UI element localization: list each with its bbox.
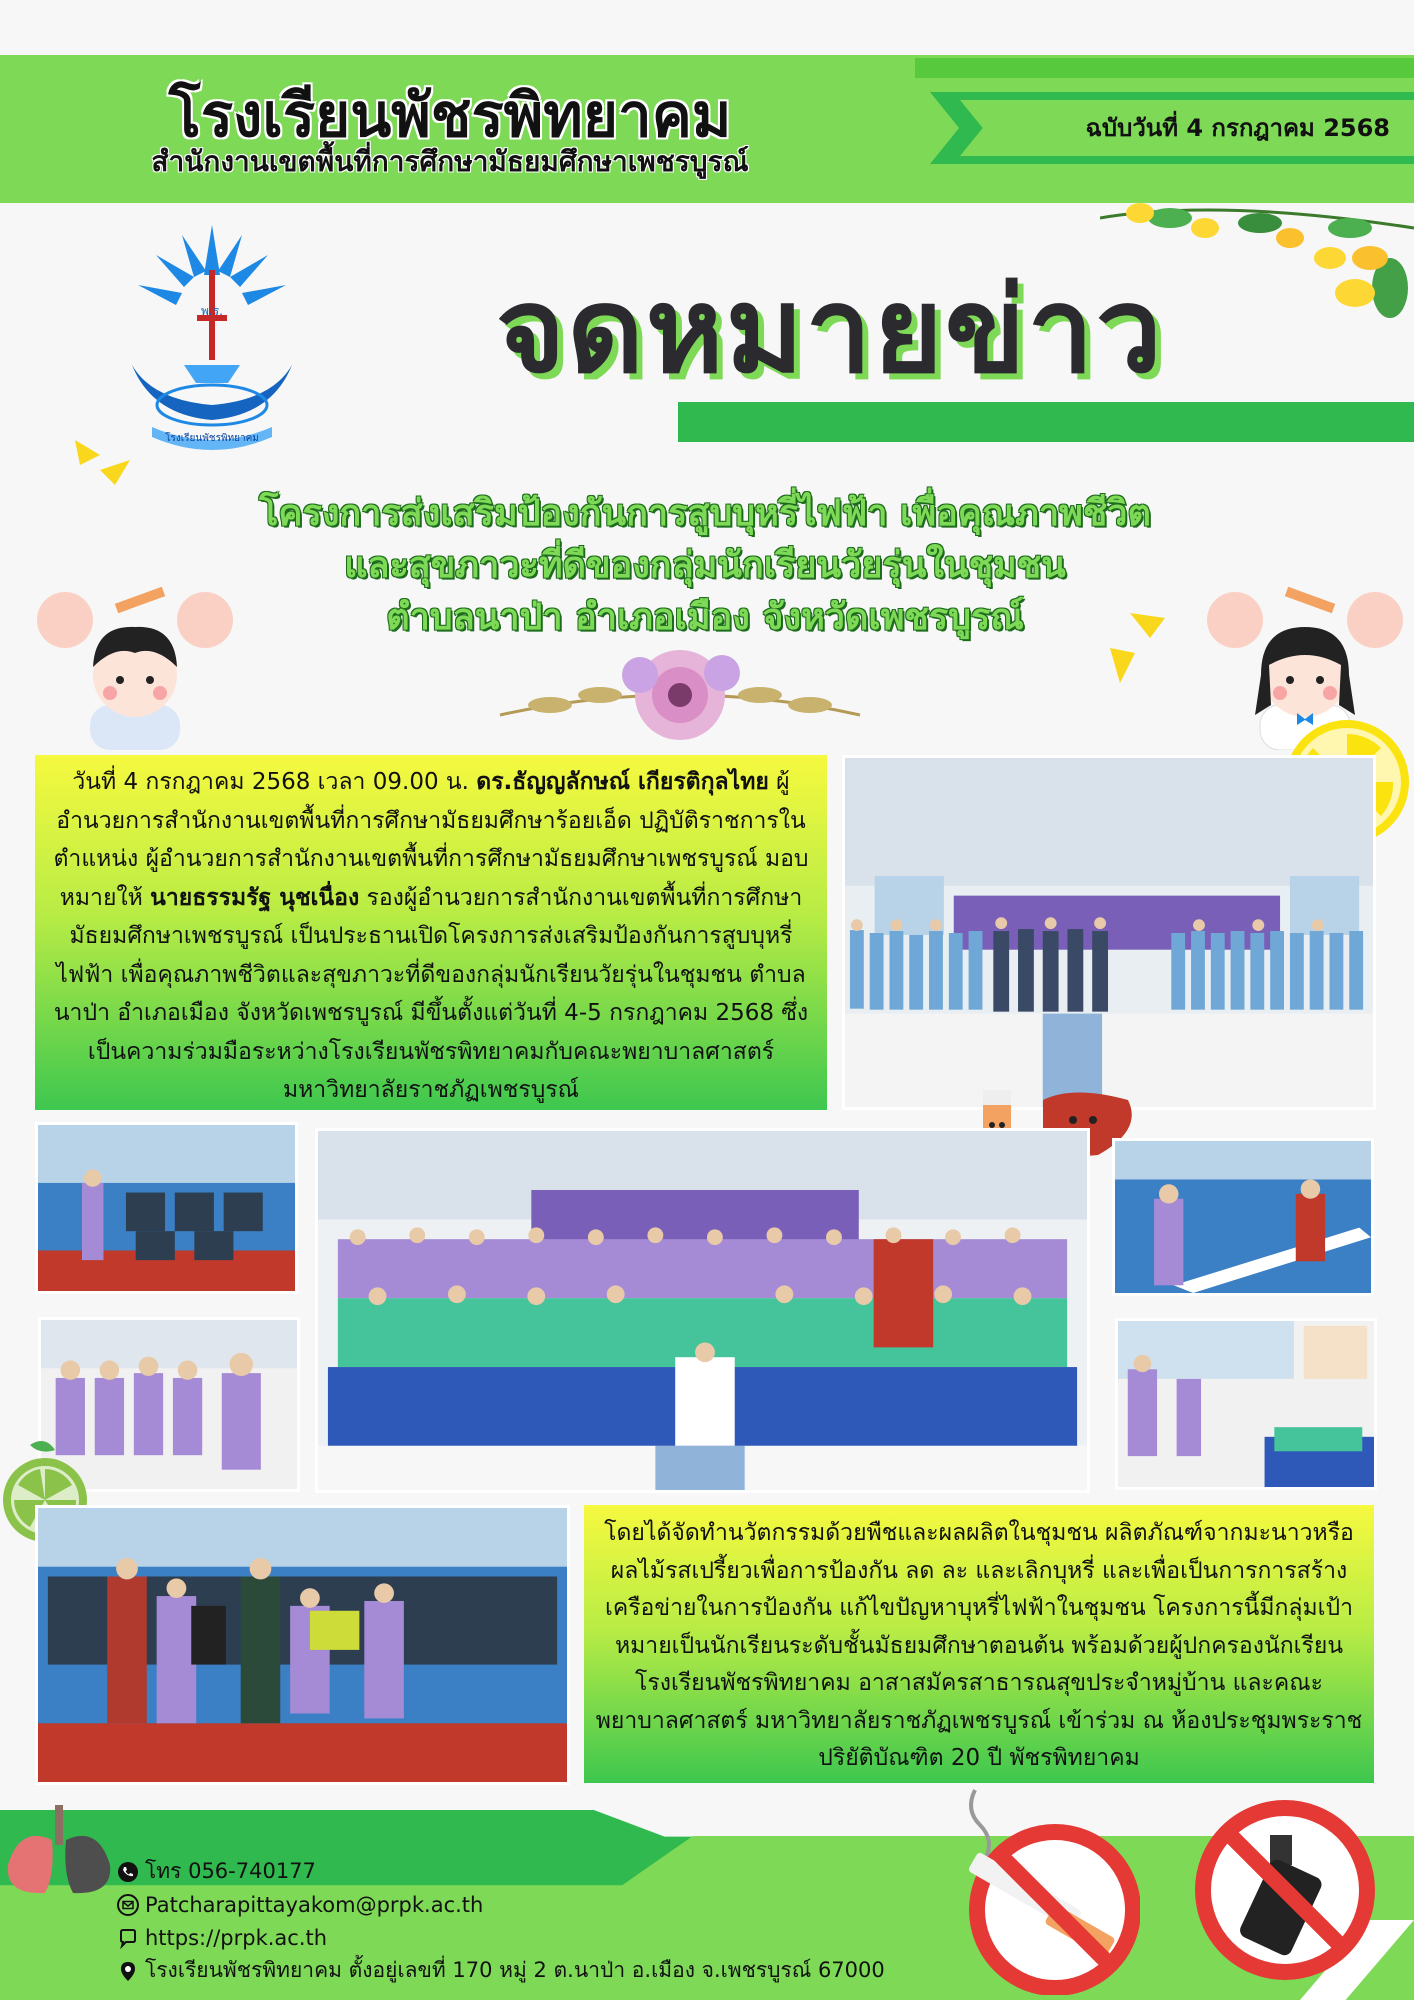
location-pin-icon <box>117 1960 139 1982</box>
office-name: สำนักงานเขตพื้นที่การศึกษามัธยมศึกษาเพชรบูรณ์ <box>151 145 749 178</box>
no-smoking-icon <box>935 1770 1140 1995</box>
headline-line-2: และสุขภาวะที่ดีของกลุ่มนักเรียนวัยรุ่นในชุมชน <box>344 545 1066 586</box>
photo-award-presentation <box>35 1505 570 1785</box>
photo-registration-tables <box>1112 1138 1374 1296</box>
logo-emblem-text: พ.ร. <box>201 304 223 318</box>
photo-speaker-audience <box>35 1122 298 1294</box>
headline-line-3: ตำบลนาป่า อำเภอเมือง จังหวัดเพชรบูรณ์ <box>386 597 1024 638</box>
article-director-name: ดร.ธัญญลักษณ์ เกียรติกุลไทย <box>476 769 769 795</box>
chat-icon <box>117 1927 139 1949</box>
lemon-branch-decoration <box>1100 198 1414 328</box>
phone-icon <box>117 1861 139 1883</box>
contact-email-text[interactable]: Patcharapittayakom@prpk.ac.th <box>145 1892 484 1917</box>
newsletter-title: จดหมายข่าว <box>496 261 1164 399</box>
contact-phone <box>117 1855 977 1888</box>
header-accent-bar <box>915 58 1414 78</box>
school-logo <box>112 215 312 455</box>
photo-large-group-students <box>315 1128 1090 1493</box>
group-photo-opening-ceremony <box>842 755 1376 1110</box>
contact-email <box>117 1888 977 1921</box>
lungs-icon <box>0 1805 118 1900</box>
sparkle-decoration <box>70 435 140 490</box>
article-intro-rest: รองผู้อำนวยการสำนักงานเขตพื้นที่การศึกษามัธยมศึกษาเพชรบูรณ์ เป็นประธานเปิดโครงการส่งเสริมป้องกันการสูบบุหรี่ไฟฟ้า เพื่อคุณภาพชีวิตและสุขภาวะที่ดีของกลุ่มนักเรียนวัยรุ่นในชุมชน ตำบลนาป่า อำเภอเมือง จังหวัดเพชรบูรณ์ มีขึ้นตั้งแต่วันที่ 4-5 กรกฎาคม 2568 ซึ่งเป็นความร่วมมือระหว่างโรงเรียนพัชรพิทยาคมกับคณะพยาบาลศาสตร์ มหาวิทยาลัยราชภัฏเพชรบูรณ์ <box>53 884 809 1103</box>
issue-date: ฉบับวันที่ 4 กรกฎาคม 2568 <box>1085 114 1390 142</box>
logo-ring-text: โรงเรียนพัชรพิทยาคม <box>165 433 259 444</box>
contact-website-text[interactable]: https://prpk.ac.th <box>145 1925 328 1950</box>
school-name: โรงเรียนพัชรพิทยาคม <box>168 81 732 151</box>
article-intro-mid: ผู้อำนวยการสำนักงานเขตพื้นที่การศึกษามัธยมศึกษาร้อยเอ็ด ปฏิบัติราชการในตำแหน่ง ผู้อำนวยการสำนักงานเขตพื้นที่การศึกษามัธยมศึกษาเพชรบูรณ์ มอบหมายให้ <box>53 769 809 911</box>
contact-website <box>117 1921 977 1954</box>
contact-address <box>117 1954 977 1987</box>
flower-decoration <box>490 635 870 750</box>
photo-activity-room <box>1115 1318 1377 1490</box>
article-activity-text: โดยได้จัดทำนวัตกรรมด้วยพืชและผลผลิตในชุมชน ผลิตภัณฑ์จากมะนาวหรือผลไม้รสเปรี้ยวเพื่อการป้องกัน ลด ละ และเลิกบุหรี่ และเพื่อเป็นการการสร้างเครือข่ายในการป้องกัน แก้ไขปัญหาบุหรี่ไฟฟ้าในชุมชน โครงการนี้มีกลุ่มเป้าหมายเป็นนักเรียนระดับชั้นมัธยมศึกษาตอนต้น พร้อมด้วยผู้ปกครองนักเรียนโรงเรียนพัชรพิทยาคม อาสาสมัครสาธารณสุขประจำหมู่บ้าน และคณะพยาบาลศาสตร์ มหาวิทยาลัยราชภัฏเพชรบูรณ์ เข้าร่วม ณ ห้องประชุมพระราชปริยัติบัณฑิต 20 ปี พัชรพิทยาคม <box>584 1505 1374 1783</box>
boy-breaking-cigarette-illustration <box>35 575 235 750</box>
contact-phone-text: โทร 056-740177 <box>145 1859 316 1883</box>
article-deputy-name: นายธรรมรัฐ นุชเนื่อง <box>150 884 360 911</box>
project-headline <box>90 488 1320 644</box>
title-underline-bar <box>678 402 1414 442</box>
contact-address-text: โรงเรียนพัชรพิทยาคม ตั้งอยู่เลขที่ 170 หมู่ 2 ต.นาป่า อ.เมือง จ.เพชรบูรณ์ 67000 <box>145 1958 885 1982</box>
article-intro-date: วันที่ 4 กรกฎาคม 2568 เวลา 09.00 น. <box>72 769 477 795</box>
article-intro-text <box>35 755 827 1110</box>
headline-line-1: โครงการส่งเสริมป้องกันการสูบบุหรี่ไฟฟ้า เพื่อคุณภาพชีวิต <box>259 493 1151 534</box>
contact-list <box>117 1855 977 1987</box>
email-icon <box>117 1894 139 1916</box>
no-vape-icon <box>1188 1790 1383 1990</box>
